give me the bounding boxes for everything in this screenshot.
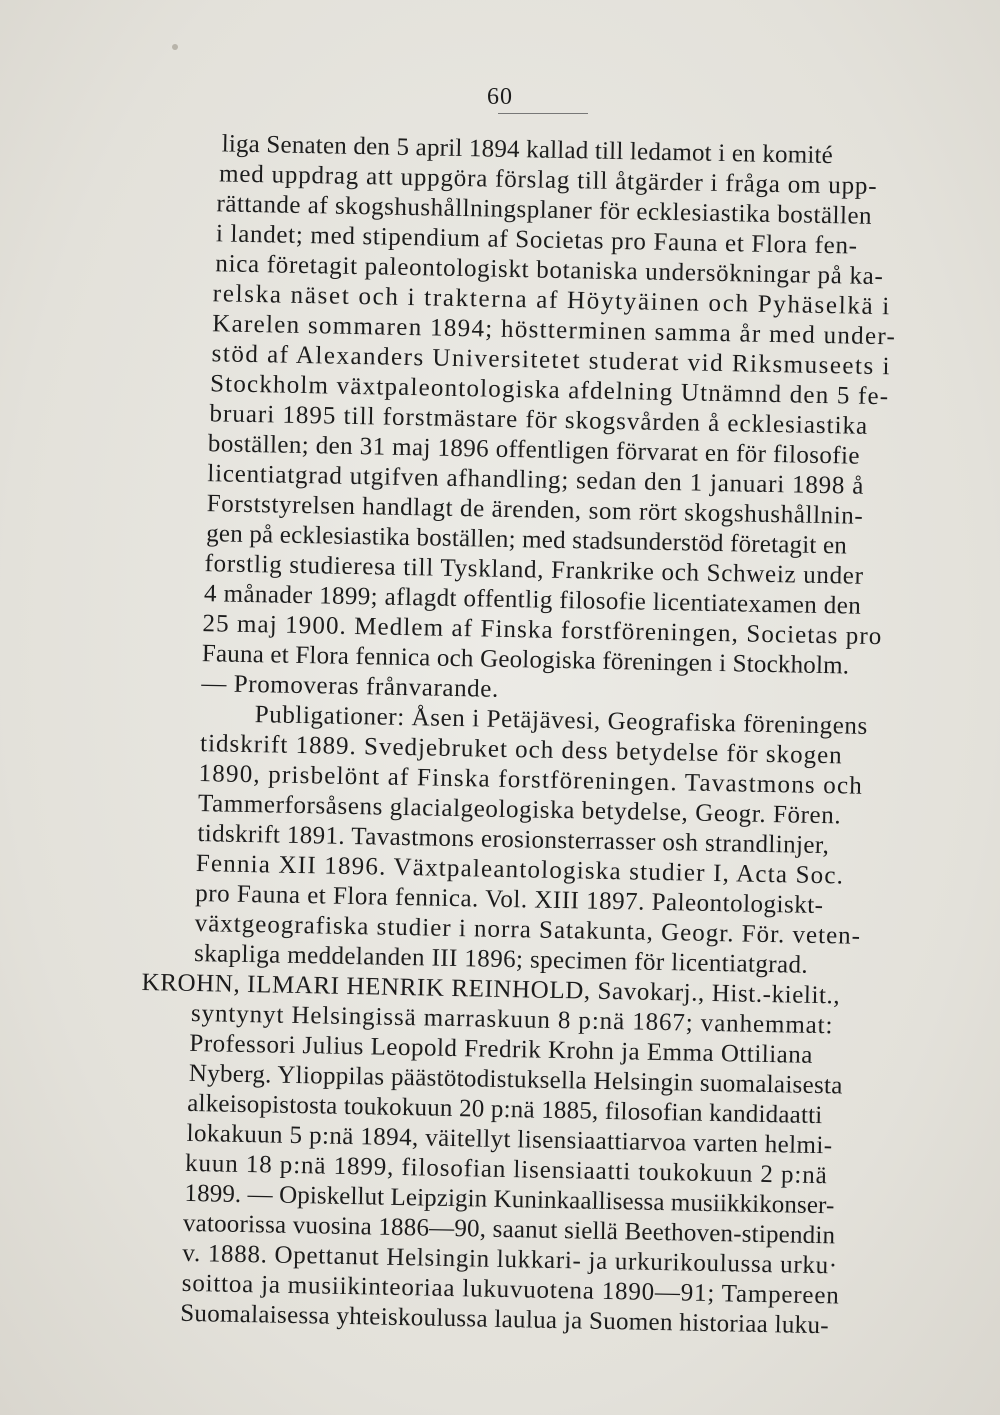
text-line: tidskrift 1891. Tavastmons erosionsterrasser osh strandlinjer,	[197, 820, 830, 860]
text-line: tidskrift 1889. Svedjebruket och dess betydelse för skogen	[199, 730, 843, 770]
text-line: — Promoveras frånvarande.	[201, 670, 500, 703]
text-line: stöd af Alexanders Universitetet studerat vid Riksmuseets i	[211, 340, 892, 381]
text-line: Fennia XII 1896. Växtpaleantologiska studier I, Acta Soc.	[195, 850, 845, 890]
text-line: 4 månader 1899; aflagdt offentlig filosofie licentiatexamen den	[203, 580, 862, 620]
text-line: Publigationer: Åsen i Petäjävesi, Geografiska föreningens	[254, 701, 869, 740]
text-line: i landet; med stipendium af Societas pro Fauna et Flora fen-	[215, 220, 858, 260]
text-line: licentiatgrad utgifven afhandling; sedan den 1 januari 1898 å	[207, 460, 865, 500]
text-line: alkeisopistosta toukokuun 20 p:nä 1885, filosofian kandidaatti	[187, 1089, 823, 1130]
page-number-rule	[498, 113, 588, 114]
text-line: pro Fauna et Flora fennica. Vol. XIII 1897. Paleontologiskt-	[195, 880, 824, 920]
text-line: Tammerforsåsens glacialgeologiska betydelse, Geogr. Fören.	[197, 790, 842, 830]
text-line: vatoorissa vuosina 1886—90, saanut siellä Beethoven-stipendin	[182, 1209, 836, 1250]
text-line: Karelen sommaren 1894; höstterminen samma år med under-	[211, 310, 897, 351]
text-line: rättande af skogshushållningsplaner för ecklesiastika boställen	[216, 190, 873, 230]
text-line: lokakuun 5 p:nä 1894, väitellyt lisensiaattiarvoa varten helmi-	[186, 1119, 833, 1160]
text-line: liga Senaten den 5 april 1894 kallad till ledamot i en komité	[221, 130, 834, 170]
text-line: relska näset och i trakterna af Höytyäinen och Pyhäselkä i	[212, 280, 892, 321]
text-line: växtgeografiska studier i norra Satakunta, Geogr. För. veten-	[194, 910, 862, 950]
text-line: KROHN, ILMARI HENRIK REINHOLD, Savokarj., Hist.-kielit.,	[141, 968, 841, 1010]
text-line: Professori Julius Leopold Fredrik Krohn ja Emma Ottiliana	[189, 1029, 814, 1069]
text-line: bruari 1895 till forstmästare för skogsvården å ecklesiastika	[209, 400, 869, 440]
text-line: 25 maj 1900. Medlem af Finska forstföreningen, Societas pro	[202, 610, 883, 651]
text-line: 1890, prisbelönt af Finska forstföreningen. Tavastmons och	[198, 760, 864, 800]
body-text	[141, 128, 897, 1340]
paper-speck	[172, 44, 178, 50]
text-line: 1899. — Opiskellut Leipzigin Kuninkaallisessa musiikkikonser-	[184, 1179, 835, 1220]
text-line: Suomalaisessa yhteiskoulussa laulua ja Suomen historiaa luku-	[179, 1299, 830, 1340]
text-line: forstlig studieresa till Tyskland, Frankrike och Schweiz under	[204, 550, 864, 590]
text-line: nica företagit paleontologiskt botaniska undersökningar på ka-	[215, 250, 884, 291]
text-line: Nyberg. Ylioppilas päästötodistuksella Helsingin suomalaisesta	[188, 1059, 843, 1100]
text-line: Stockholm växtpaleontologiska afdelning Utnämnd den 5 fe-	[209, 370, 890, 411]
text-line: Fauna et Flora fennica och Geologiska föreningen i Stockholm.	[201, 640, 850, 680]
text-line: skapliga meddelanden III 1896; specimen för licentiatgrad.	[193, 940, 809, 979]
text-line: v. 1888. Opettanut Helsingin lukkari- ja urkurikoulussa urku·	[182, 1239, 839, 1280]
page-number: 60	[487, 84, 513, 110]
text-line: Forststyrelsen handlagt de ärenden, som rört skogshushållnin-	[206, 490, 864, 530]
text-line: syntynyt Helsingissä marraskuun 8 p:nä 1867; vanhemmat:	[190, 999, 834, 1040]
text-line: kuun 18 p:nä 1899, filosofian lisensiaatti toukokuun 2 p:nä	[184, 1149, 828, 1190]
text-line: gen på ecklesiastika boställen; med stadsunderstöd företagit en	[205, 520, 848, 560]
text-line: med uppdrag att uppgöra förslag till åtgärder i fråga om upp-	[218, 160, 878, 200]
text-line: soittoa ja musiikinteoriaa lukuvuotena 1890—91; Tampereen	[181, 1269, 840, 1310]
text-line: boställen; den 31 maj 1896 offentligen förvarat en för filosofie	[207, 430, 861, 470]
